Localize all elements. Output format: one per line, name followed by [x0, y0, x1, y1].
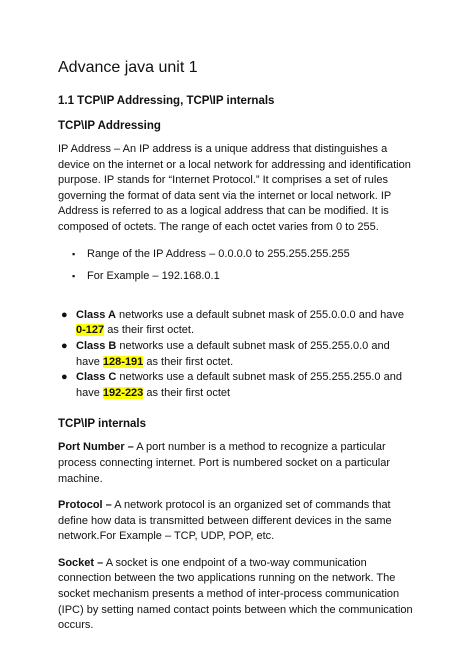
dot-bullet-icon: ●	[61, 308, 68, 321]
example-text: For Example – 192.168.0.1	[87, 270, 220, 283]
highlighted-range: 192-223	[102, 386, 144, 399]
class-list	[58, 308, 414, 402]
class-item-b	[58, 339, 414, 370]
class-item-c	[58, 370, 414, 401]
class-name: Class B	[76, 339, 117, 352]
socket-term: Socket –	[58, 556, 104, 569]
list-item	[58, 247, 414, 263]
port-text: A port number is a method to recognize a particular process connecting internet. Port is numbered socket on a particular machine.	[58, 441, 391, 485]
list-item	[58, 269, 414, 285]
class-item-a	[58, 308, 414, 339]
socket-paragraph	[58, 556, 414, 634]
class-text: networks use a default subnet mask of 255.0.0.0 and have	[115, 308, 404, 321]
ip-address-paragraph: IP Address – An IP address is a unique address that distinguishes a device on the internet or a local network for addressing and identification purpose. IP stands for “Internet Protocol.” It comprises a set of rules governing the format of data sent via the internet or local network. IP Address is referred to as a logical address that can be modified. It is composed of octets. The range of each octet varies from 0 to 255.	[58, 143, 411, 233]
dot-bullet-icon: ●	[61, 339, 68, 352]
document-title: Advance java unit 1	[58, 59, 198, 76]
class-text: networks use a default subnet mask of 255.255.0.0 and have	[76, 339, 390, 368]
protocol-text: A network protocol is an organized set of commands that define how data is transmitted between different devices in the same network.For Example – TCP, UDP, POP, etc.	[58, 499, 392, 543]
class-name: Class C	[76, 371, 117, 384]
range-text: Range of the IP Address – 0.0.0.0 to 255.255.255.255	[87, 247, 350, 260]
highlighted-range: 128-191	[102, 355, 144, 368]
square-bullet-icon: ▪	[72, 271, 76, 282]
class-text-end: as their first octet.	[143, 355, 234, 368]
protocol-paragraph	[58, 498, 414, 545]
protocol-term: Protocol –	[58, 499, 112, 512]
class-text-end: as their first octet.	[104, 324, 195, 337]
dot-bullet-icon: ●	[61, 371, 68, 384]
class-text: networks use a default subnet mask of 255.255.255.0 and have	[76, 371, 402, 399]
port-term: Port Number –	[58, 441, 134, 454]
addressing-heading: TCP\IP Addressing	[58, 120, 161, 132]
class-text-end: as their first octet	[143, 386, 231, 399]
class-name: Class A	[76, 308, 116, 321]
ip-range-list	[58, 247, 414, 285]
internals-heading: TCP\IP internals	[58, 418, 146, 431]
socket-text: A socket is one endpoint of a two-way communication connection between the two applications running on the network. The socket mechanism presents a method of inter-process communication (IPC) by setting named contact points between which the communication occurs.	[58, 556, 413, 632]
section-heading: 1.1 TCP\IP Addressing, TCP\IP internals	[58, 95, 275, 107]
port-number-paragraph	[58, 440, 414, 487]
highlighted-range: 0-127	[76, 324, 105, 337]
square-bullet-icon: ▪	[72, 248, 76, 259]
